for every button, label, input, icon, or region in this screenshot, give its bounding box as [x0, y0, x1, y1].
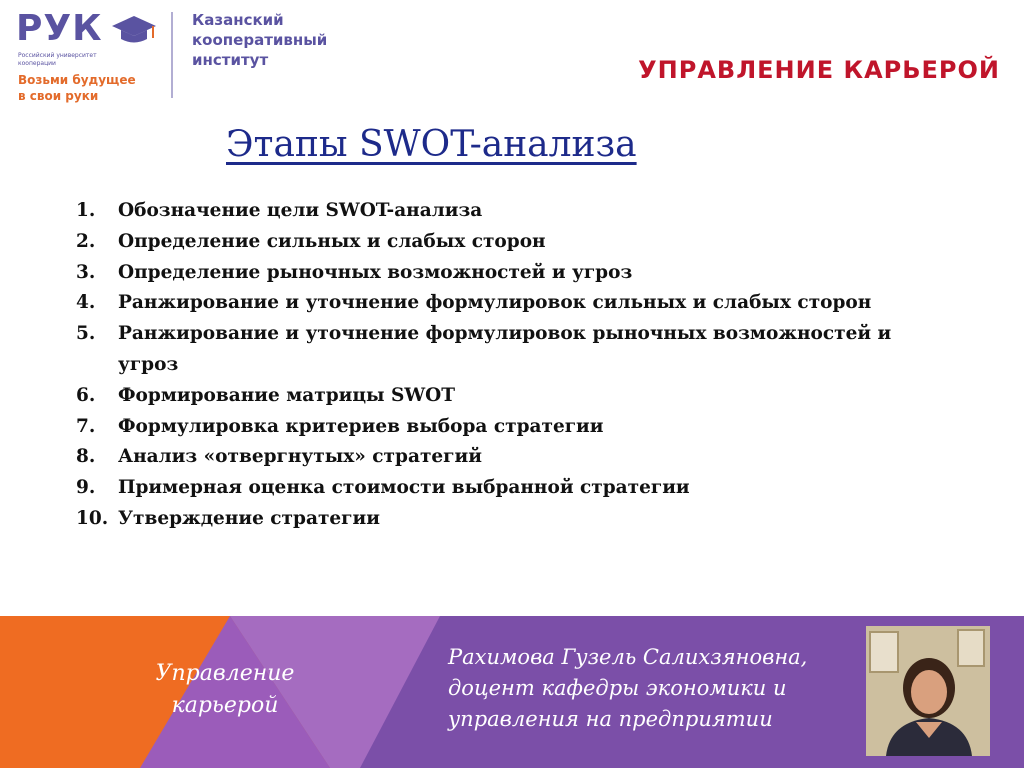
step-number: 10.: [76, 507, 109, 529]
institute-name-line1: Казанский: [192, 11, 284, 29]
step-text: Определение рыночных возможностей и угроз: [118, 261, 633, 283]
step-number: 9.: [76, 477, 96, 499]
steps-list: [76, 196, 956, 535]
step-number: 6.: [76, 384, 96, 406]
list-item: [76, 381, 956, 412]
step-text: Анализ «отвергнутых» стратегий: [118, 446, 482, 468]
logo-tagline: Российский университет кооперации: [18, 52, 97, 67]
slide-title: Этапы SWOT-анализа: [226, 124, 637, 165]
step-text: Определение сильных и слабых сторон: [118, 230, 546, 252]
graduation-cap-icon: [112, 12, 156, 50]
institute-name-line2: кооперативный: [192, 31, 328, 49]
list-item: [76, 504, 956, 535]
footer-banner: [0, 616, 1024, 768]
author-position-line2: управления на предприятии: [448, 707, 773, 731]
step-number: 1.: [76, 200, 96, 221]
step-number: 3.: [76, 261, 96, 283]
institute-name-line3: институт: [192, 51, 269, 69]
author-position-line1: доцент кафедры экономики и: [448, 676, 787, 700]
list-item: [76, 473, 956, 504]
author-info: [448, 642, 868, 735]
course-name: [140, 658, 310, 722]
step-text: Формулировка критериев выбора стратегии: [118, 415, 604, 437]
course-name-line1: Управление: [155, 661, 295, 686]
step-text: Ранжирование и уточнение формулировок рыночных возможностей и угроз: [118, 323, 892, 375]
step-text: Формирование матрицы SWOT: [118, 384, 456, 406]
institute-name: [192, 10, 327, 70]
step-number: 4.: [76, 292, 96, 314]
step-number: 5.: [76, 323, 96, 345]
list-item: [76, 412, 956, 443]
logo-slogan: [18, 72, 136, 104]
step-number: 7.: [76, 415, 96, 437]
list-item: [76, 442, 956, 473]
portrait-image: [866, 626, 990, 756]
author-photo: [866, 626, 990, 756]
section-label: УПРАВЛЕНИЕ КАРЬЕРОЙ: [638, 56, 1000, 84]
step-number: 2.: [76, 230, 96, 252]
institute-logo: [16, 8, 356, 104]
course-name-line2: карьерой: [171, 693, 279, 718]
logo-slogan-line2: в свои руки: [18, 89, 99, 103]
logo-slogan-line1: Возьми будущее: [18, 73, 136, 87]
step-text: Утверждение стратегии: [118, 507, 380, 529]
step-text: Обозначение цели SWOT-анализа: [118, 200, 483, 221]
step-text: Ранжирование и уточнение формулировок сильных и слабых сторон: [118, 292, 872, 314]
step-number: 8.: [76, 446, 96, 468]
list-item: [76, 258, 956, 289]
list-item: [76, 288, 956, 319]
list-item: [76, 196, 956, 227]
list-item: [76, 227, 956, 258]
logo-mark: РУК: [16, 8, 103, 49]
author-name: Рахимова Гузель Салихзяновна,: [448, 645, 808, 669]
step-text: Примерная оценка стоимости выбранной стратегии: [118, 477, 690, 499]
list-item: [76, 319, 956, 381]
logo-divider: [171, 12, 173, 98]
